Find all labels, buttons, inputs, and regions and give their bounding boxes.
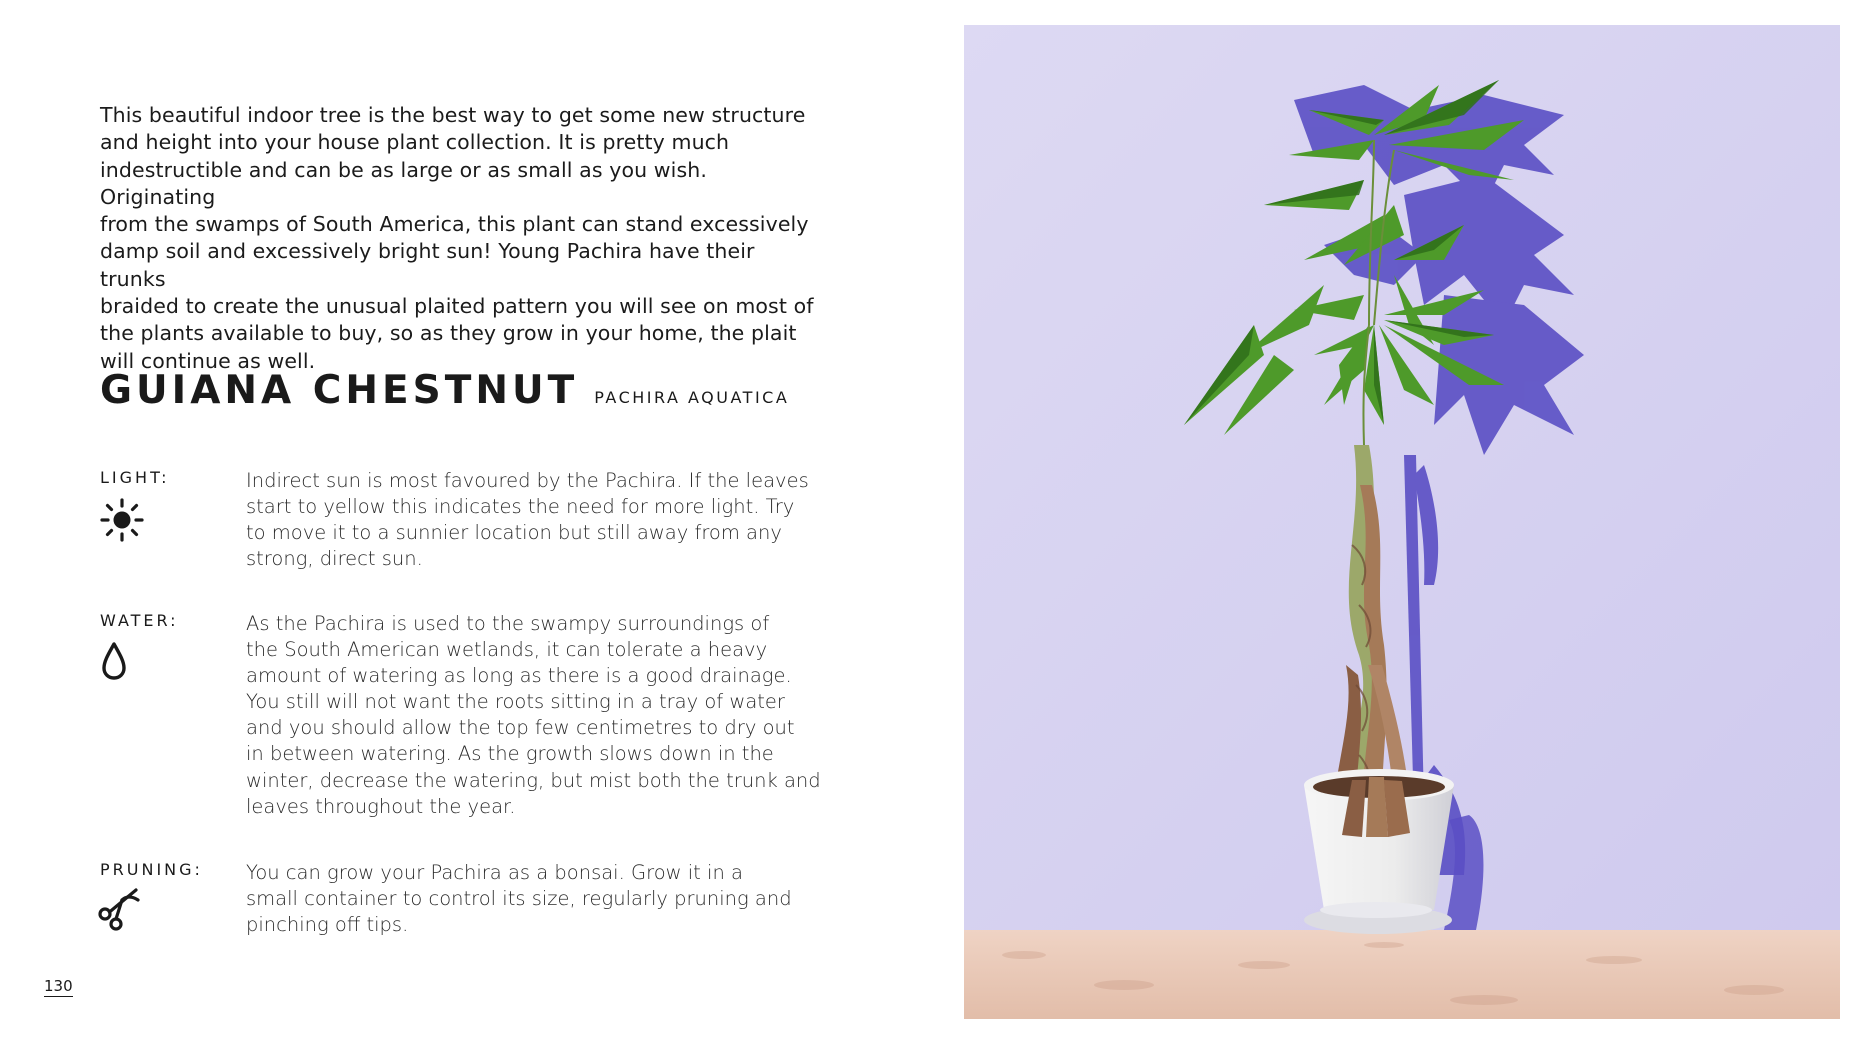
pruning-label: PRUNING:	[100, 860, 203, 879]
intro-line: from the swamps of South America, this plant can stand excessively	[100, 212, 809, 237]
water-drop-icon	[100, 641, 128, 686]
water-text	[246, 611, 826, 820]
intro-line: will continue as well.	[100, 348, 316, 373]
pruning-line: You can grow your Pachira as a bonsai. Grow it in a	[246, 861, 743, 884]
intro-paragraph	[100, 102, 820, 375]
water-line: in between watering. As the growth slows down in the	[246, 742, 774, 766]
water-line: leaves throughout the year.	[246, 794, 516, 818]
intro-line: braided to create the unusual plaited pattern you will see on most of	[100, 294, 814, 319]
scissors-icon	[96, 886, 144, 937]
intro-line: and height into your house plant collection. It is pretty much	[100, 130, 730, 155]
water-line: You still will not want the roots sitting in a tray of water	[246, 690, 785, 714]
table-surface	[964, 930, 1840, 1019]
common-name: GUIANA CHESTNUT	[100, 368, 579, 413]
light-label: LIGHT:	[100, 468, 170, 487]
pruning-line: pinching off tips.	[246, 913, 409, 937]
water-line: winter, decrease the watering, but mist both the trunk and	[246, 768, 821, 792]
light-text	[246, 468, 826, 572]
water-line: and you should allow the top few centimetres to dry out	[246, 716, 795, 740]
pruning-line: small container to control its size, regularly pruning and	[246, 887, 792, 911]
intro-line: the plants available to buy, so as they grow in your home, the plait	[100, 321, 797, 346]
water-line: As the Pachira is used to the swampy surroundings of	[246, 612, 770, 635]
intro-line: This beautiful indoor tree is the best way to get some new structure	[100, 103, 806, 127]
latin-name: PACHIRA AQUATICA	[594, 388, 790, 407]
water-line: the South American wetlands, it can tolerate a heavy	[246, 638, 768, 662]
light-line: start to yellow this indicates the need for more light. Try	[246, 495, 795, 519]
sun-icon	[100, 498, 144, 547]
white-pot	[1304, 769, 1454, 934]
light-line: strong, direct sun.	[246, 547, 423, 571]
light-line: Indirect sun is most favoured by the Pachira. If the leaves	[246, 469, 809, 492]
pruning-text	[246, 860, 826, 938]
potted-plant-photo	[964, 25, 1840, 1019]
page-number: 130	[44, 977, 73, 995]
water-line: amount of watering as long as there is a good drainage.	[246, 664, 792, 688]
water-label: WATER:	[100, 611, 179, 630]
intro-line: damp soil and excessively bright sun! Young Pachira have their trunks	[100, 239, 755, 291]
light-line: to move it to a sunnier location but still away from any	[246, 521, 782, 545]
intro-line: indestructible and can be as large or as small as you wish. Originating	[100, 157, 707, 209]
plant-title	[100, 368, 789, 413]
